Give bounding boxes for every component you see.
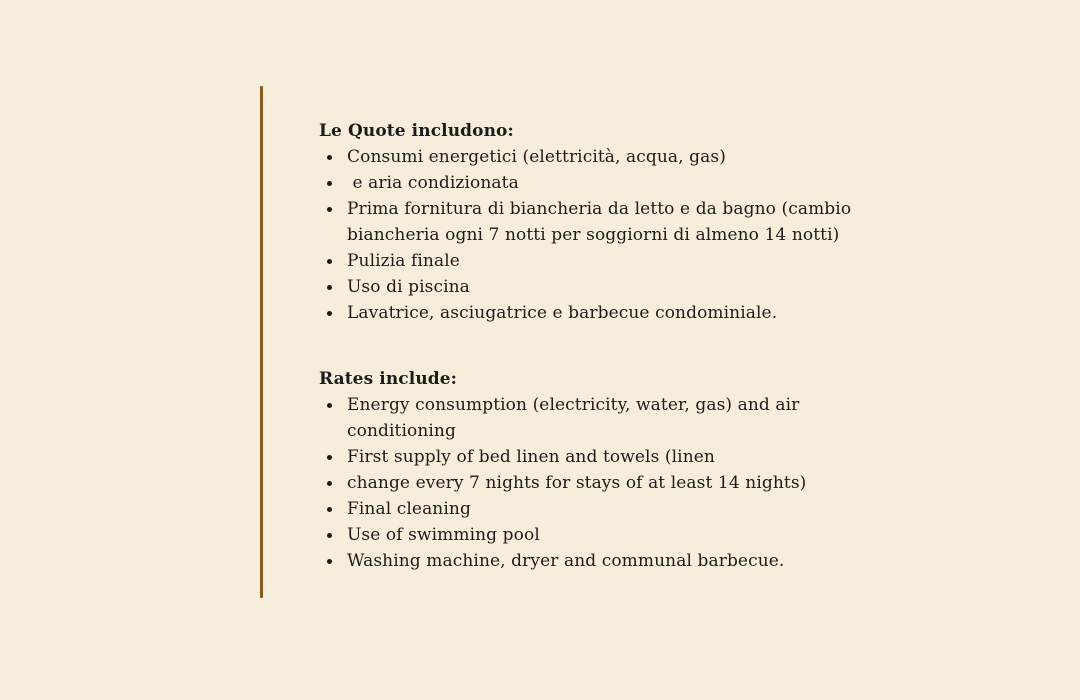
english-rates-section: [319, 366, 919, 574]
list-item-text: Washing machine, dryer and communal barbecue.: [347, 551, 785, 571]
bullet-icon: [327, 181, 332, 186]
list-item-text: Lavatrice, asciugatrice e barbecue condominiale.: [347, 303, 778, 323]
list-item: [319, 522, 919, 548]
list-item: [319, 248, 919, 274]
italian-rates-section: [319, 118, 919, 326]
bullet-icon: [327, 559, 332, 564]
list-item-text: e aria condizionata: [347, 173, 519, 193]
bullet-icon: [327, 155, 332, 160]
bullet-icon: [327, 533, 332, 538]
list-item: [319, 392, 847, 444]
bullet-icon: [327, 259, 332, 264]
list-item-text: Final cleaning: [347, 499, 471, 519]
list-item-text: First supply of bed linen and towels (linen: [347, 447, 715, 467]
list-item-text: Consumi energetici (elettricità, acqua, gas): [347, 147, 726, 167]
italian-rates-title: Le Quote includono:: [319, 121, 514, 141]
list-item: [319, 470, 919, 496]
vertical-divider: [260, 86, 263, 598]
bullet-icon: [327, 481, 332, 486]
english-rates-list: [319, 392, 919, 574]
bullet-icon: [327, 285, 332, 290]
bullet-icon: [327, 507, 332, 512]
bullet-icon: [327, 207, 332, 212]
list-item: [319, 300, 919, 326]
list-item-text: Uso di piscina: [347, 277, 470, 297]
english-rates-title: Rates include:: [319, 369, 458, 389]
bullet-icon: [327, 311, 332, 316]
list-item-text: Prima fornitura di biancheria da letto e da bagno (cambio biancheria ogni 7 notti per soggiorni di almeno 14 notti): [347, 199, 852, 245]
list-item: [319, 444, 919, 470]
content-column: [319, 118, 919, 574]
list-item-text: Energy consumption (electricity, water, gas) and air conditioning: [347, 395, 800, 441]
list-item: [319, 274, 919, 300]
bullet-icon: [327, 403, 332, 408]
list-item: [319, 196, 867, 248]
list-item-text: Pulizia finale: [347, 251, 460, 271]
list-item-text: Use of swimming pool: [347, 525, 540, 545]
italian-rates-list: [319, 144, 919, 326]
list-item: [319, 496, 919, 522]
bullet-icon: [327, 455, 332, 460]
list-item: [319, 170, 919, 196]
list-item: [319, 548, 919, 574]
list-item: [319, 144, 919, 170]
list-item-text: change every 7 nights for stays of at least 14 nights): [347, 473, 807, 493]
